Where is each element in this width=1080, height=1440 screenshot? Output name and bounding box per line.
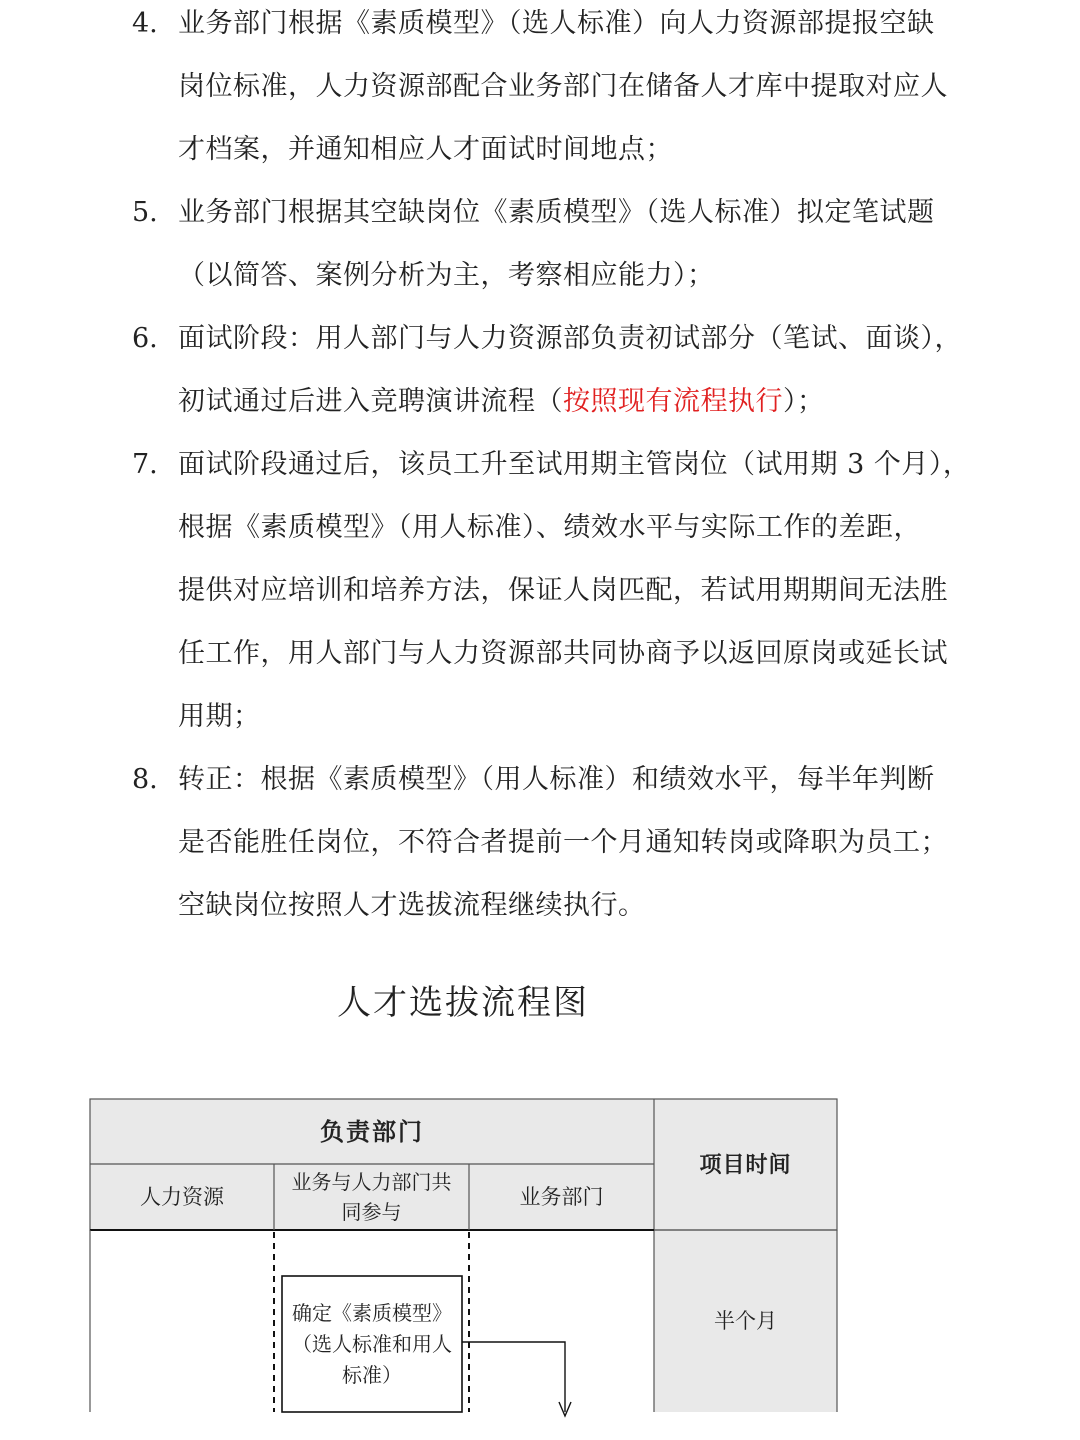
text-segment: 任工作，用人部门与人力资源部共同协商予以返回原岗或延长试 <box>178 638 948 669</box>
text-segment: 是否能胜任岗位，不符合者提前一个月通知转岗或降职为员工； <box>178 827 948 858</box>
text-segment: 空缺岗位按照人才选拔流程继续执行。 <box>178 890 646 921</box>
text-segment: 根据《素质模型》（用人标准）、绩效水平与实际工作的差距， <box>178 512 921 543</box>
text-segment: 才档案，并通知相应人才面试时间地点； <box>178 134 673 165</box>
text-segment: 面试阶段通过后，该员工升至试用期主管岗位（试用期 3 个月）， <box>178 449 971 480</box>
text-segment: （以简答、案例分析为主，考察相应能力）； <box>178 260 715 291</box>
list-number: 8. <box>132 764 158 795</box>
text-segment: 用期； <box>178 701 261 732</box>
column-business: 业务部门 <box>469 1164 654 1230</box>
text-segment: 初试通过后进入竞聘演讲流程（ <box>178 386 563 417</box>
flowchart-title: 人才选拔流程图 <box>337 983 589 1023</box>
text-segment: 业务部门根据《素质模型》（选人标准）向人力资源部提报空缺 <box>178 8 935 39</box>
step1-box: 确定《素质模型》（选人标准和用人标准） <box>292 1300 452 1387</box>
time-header: 项目时间 <box>654 1099 837 1230</box>
text-segment: 岗位标准，人力资源部配合业务部门在储备人才库中提取对应人 <box>178 71 948 102</box>
text-segment: 转正：根据《素质模型》（用人标准）和绩效水平，每半年判断 <box>178 764 935 795</box>
list-number: 6. <box>132 323 158 354</box>
column-joint: 业务与人力部门共同参与 <box>274 1164 469 1230</box>
step1-box-frame <box>282 1276 462 1412</box>
text-segment: 提供对应培训和培养方法，保证人岗匹配，若试用期期间无法胜 <box>178 575 948 606</box>
column-hr: 人力资源 <box>90 1164 274 1230</box>
connector-line <box>462 1342 565 1412</box>
highlight-text: 按照现有流程执行 <box>563 386 783 417</box>
step1-time: 半个月 <box>654 1230 837 1412</box>
text-segment: 业务部门根据其空缺岗位《素质模型》（选人标准）拟定笔试题 <box>178 197 935 228</box>
text-segment: 面试阶段：用人部门与人力资源部负责初试部分（笔试、面谈）， <box>178 323 962 354</box>
text-segment: ）； <box>783 386 825 417</box>
list-number: 7. <box>132 449 158 480</box>
list-number: 4. <box>132 8 158 39</box>
dept-header: 负责部门 <box>90 1099 654 1164</box>
list-number: 5. <box>132 197 158 228</box>
